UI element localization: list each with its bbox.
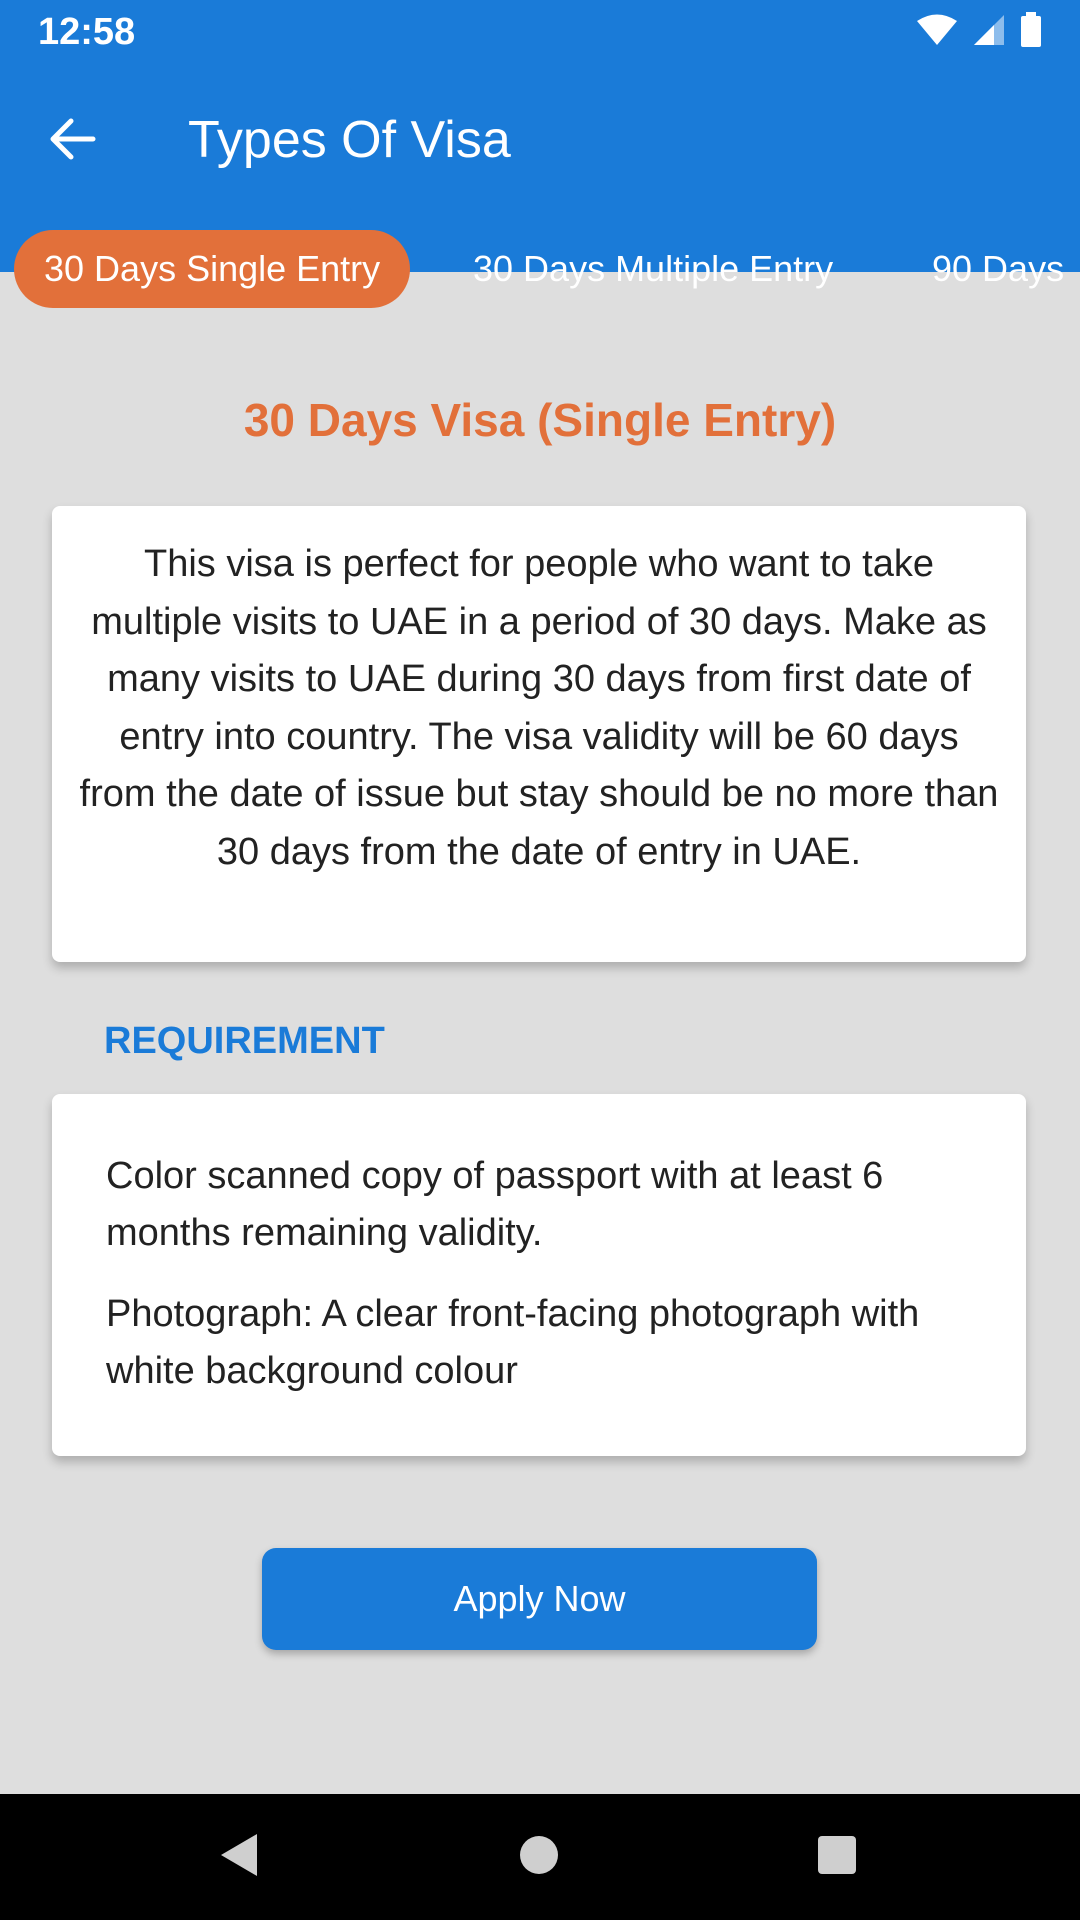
app-bar	[0, 64, 1080, 289]
wifi-icon	[916, 14, 958, 51]
status-icons	[916, 12, 1042, 52]
requirements-card	[52, 1094, 1026, 1456]
requirement-item: Color scanned copy of passport with at least 6 months remaining validity.	[106, 1155, 884, 1254]
nav-back-button[interactable]	[206, 1824, 272, 1890]
visa-type-tabs	[0, 230, 1080, 336]
battery-icon	[1020, 12, 1042, 53]
visa-title: 30 Days Visa (Single Entry)	[243, 394, 837, 446]
tab-30-days-multiple-entry[interactable]: 30 Days Multiple Entry	[473, 248, 834, 289]
home-circle-icon	[519, 1835, 559, 1880]
tab-90-days[interactable]: 90 Days	[932, 248, 1065, 289]
page-title: Types Of Visa	[188, 111, 511, 169]
description-card	[52, 506, 1026, 962]
arrow-back-icon	[49, 117, 97, 166]
back-triangle-icon	[217, 1831, 261, 1884]
apply-now-button[interactable]: Apply Now	[262, 1548, 817, 1650]
cellular-signal-icon	[972, 13, 1006, 52]
status-bar	[0, 0, 1080, 64]
recents-square-icon	[817, 1835, 857, 1880]
system-nav-bar	[0, 1794, 1080, 1920]
nav-recents-button[interactable]	[804, 1824, 870, 1890]
status-time: 12:58	[38, 11, 136, 53]
back-button[interactable]	[36, 104, 110, 178]
visa-description: This visa is perfect for people who want to take multiple visits to UAE in a period of 30 days. Make as many visits to UAE during 30 days from first date of entry into country. The visa validity will be 60 days from the date of issue but stay should be no more than 30 days from the date of entry in UAE.	[79, 543, 999, 873]
requirement-heading: REQUIREMENT	[104, 1020, 385, 1062]
requirement-item: Photograph: A clear front-facing photograph with white background colour	[106, 1293, 920, 1392]
nav-home-button[interactable]	[506, 1824, 572, 1890]
tab-30-days-single-entry[interactable]: 30 Days Single Entry	[14, 230, 410, 308]
